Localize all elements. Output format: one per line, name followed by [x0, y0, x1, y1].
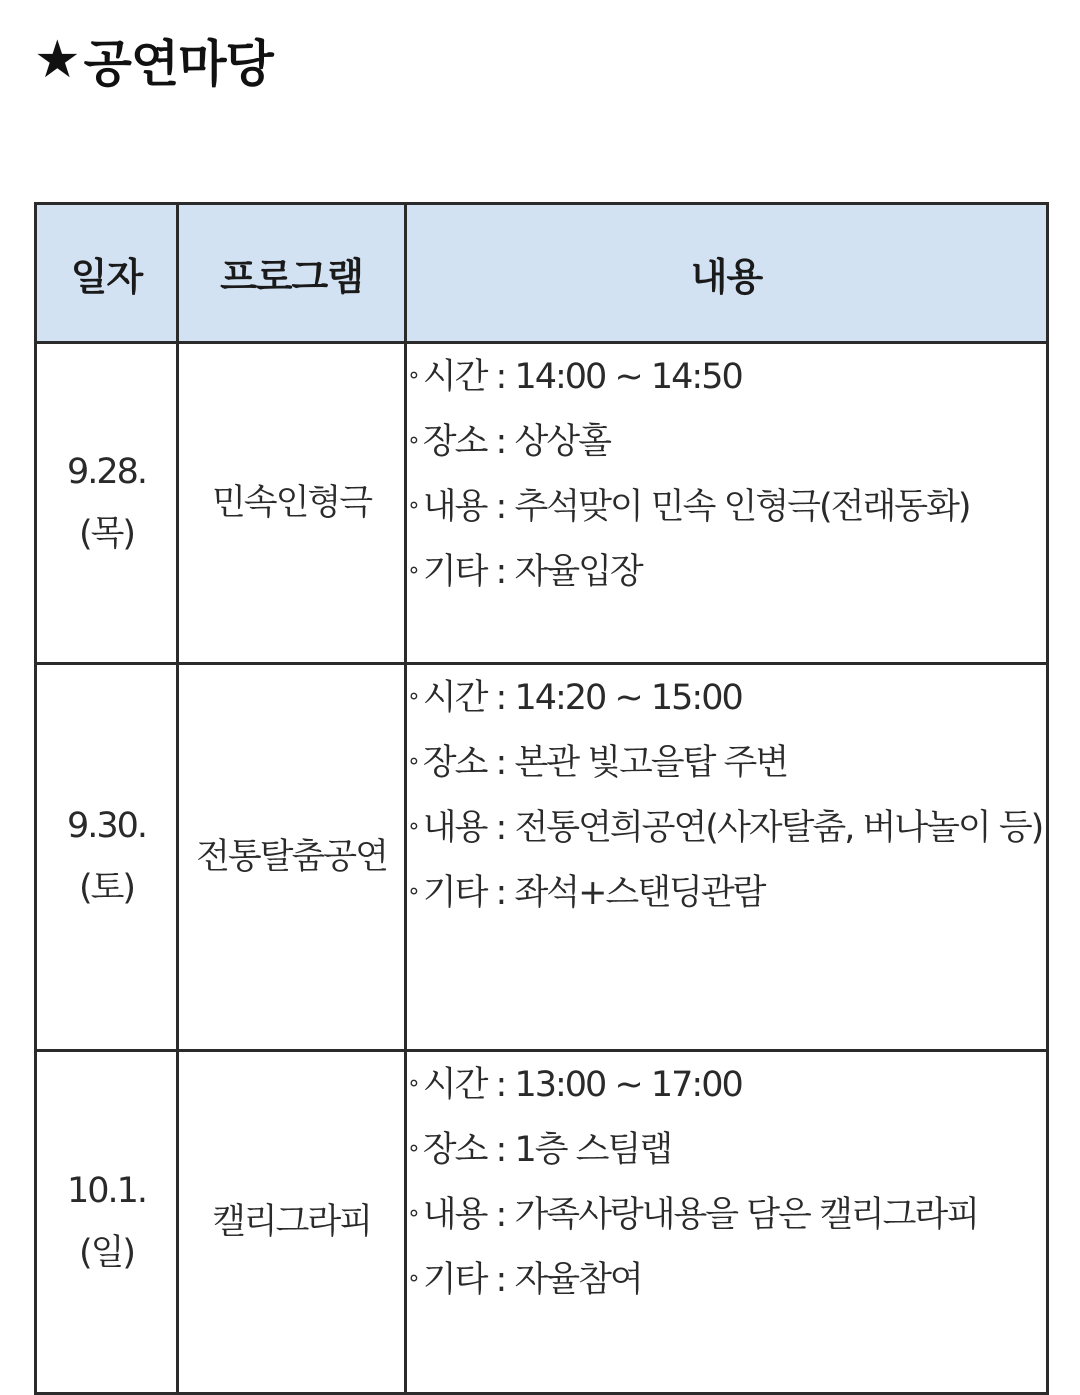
- day-text: (일): [78, 1233, 135, 1273]
- content-text: 시간 : 14:00 ~ 14:50: [422, 357, 742, 397]
- content-line: [407, 860, 1046, 925]
- day-text: (토): [78, 868, 135, 908]
- page-title-text: 공연마당: [83, 35, 273, 93]
- program-cell: 전통탈춤공연: [178, 664, 406, 1051]
- bullet-icon: ∘: [407, 1071, 419, 1096]
- header-content: 내용: [406, 204, 1048, 343]
- content-text: 시간 : 14:20 ~ 15:00: [422, 678, 742, 718]
- content-line: [407, 344, 1046, 409]
- program-cell: 민속인형극: [178, 343, 406, 664]
- bullet-icon: ∘: [407, 493, 419, 518]
- content-text: 장소 : 본관 빛고을탑 주변: [422, 743, 788, 783]
- content-text: 기타 : 좌석+스탠딩관람: [422, 873, 765, 913]
- bullet-icon: ∘: [407, 879, 419, 904]
- table-row: [36, 664, 1048, 1051]
- bullet-icon: ∘: [407, 814, 419, 839]
- program-table: [34, 202, 1049, 1395]
- date-text: 10.1.: [66, 1171, 147, 1211]
- header-program: 프로그램: [178, 204, 406, 343]
- content-text: 시간 : 13:00 ~ 17:00: [422, 1065, 742, 1105]
- table-row: [36, 343, 1048, 664]
- content-line: [407, 795, 1046, 860]
- content-text: 기타 : 자율입장: [422, 552, 642, 592]
- content-line: [407, 1182, 1046, 1247]
- content-cell: [406, 664, 1048, 1051]
- date-cell: [36, 664, 178, 1051]
- content-cell: [406, 1051, 1048, 1394]
- bullet-icon: ∘: [407, 363, 419, 388]
- header-date: 일자: [36, 204, 178, 343]
- content-line: [407, 539, 1046, 604]
- content-line: [407, 1247, 1046, 1312]
- content-text: 기타 : 자율참여: [422, 1260, 642, 1300]
- bullet-icon: ∘: [407, 558, 419, 583]
- page-title: [34, 24, 273, 96]
- content-text: 장소 : 상상홀: [422, 422, 610, 462]
- day-text: (목): [78, 514, 135, 554]
- date-cell: [36, 343, 178, 664]
- date-cell: [36, 1051, 178, 1394]
- content-cell: [406, 343, 1048, 664]
- content-text: 장소 : 1층 스팀랩: [422, 1130, 672, 1170]
- content-line: [407, 474, 1046, 539]
- date-text: 9.30.: [66, 806, 147, 846]
- table-header-row: [36, 204, 1048, 343]
- content-text: 내용 : 추석맞이 민속 인형극(전래동화): [422, 487, 970, 527]
- content-text: 내용 : 가족사랑내용을 담은 캘리그라피: [422, 1195, 979, 1235]
- program-cell: 캘리그라피: [178, 1051, 406, 1394]
- content-line: [407, 665, 1046, 730]
- bullet-icon: ∘: [407, 1201, 419, 1226]
- content-line: [407, 409, 1046, 474]
- bullet-icon: ∘: [407, 684, 419, 709]
- table-row: [36, 1051, 1048, 1394]
- bullet-icon: ∘: [407, 1266, 419, 1291]
- star-icon: ★: [34, 30, 80, 90]
- content-text: 내용 : 전통연희공연(사자탈춤, 버나놀이 등): [422, 808, 1043, 848]
- bullet-icon: ∘: [407, 1136, 419, 1161]
- bullet-icon: ∘: [407, 749, 419, 774]
- content-line: [407, 730, 1046, 795]
- bullet-icon: ∘: [407, 428, 419, 453]
- content-line: [407, 1052, 1046, 1117]
- content-line: [407, 1117, 1046, 1182]
- date-text: 9.28.: [66, 452, 147, 492]
